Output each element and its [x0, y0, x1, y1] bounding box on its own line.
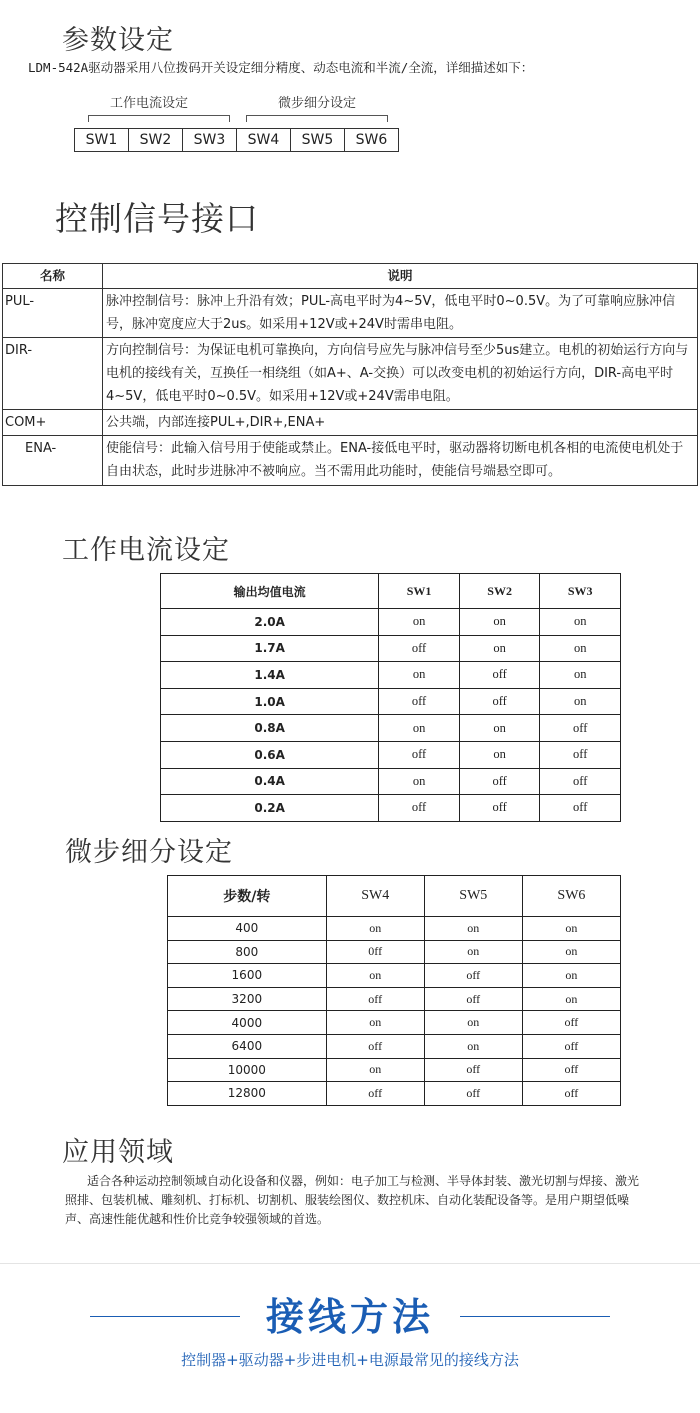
- table-cell: on: [326, 917, 424, 941]
- table-row: [161, 662, 621, 689]
- table-cell: off: [326, 1034, 424, 1058]
- table-cell: on: [424, 917, 522, 941]
- section-title-params: 参数设定: [62, 25, 174, 56]
- switch-diagram: [74, 128, 399, 152]
- table-cell: 0.6A: [161, 741, 379, 768]
- switch-label: SW5: [291, 129, 345, 151]
- table-cell: off: [424, 1082, 522, 1106]
- signal-header-desc: 说明: [103, 264, 698, 289]
- table-row: [3, 410, 698, 436]
- table-cell: off: [424, 1058, 522, 1082]
- table-cell: 6400: [168, 1034, 327, 1058]
- switch-label: SW4: [237, 129, 291, 151]
- table-cell: on: [326, 1058, 424, 1082]
- table-cell: off: [326, 987, 424, 1011]
- signal-desc: 方向控制信号：为保证电机可靠换向，方向信号应先与脉冲信号至少5us建立。电机的初始运行方向与电机的接线有关，互换任一相绕组（如A+、A-交换）可以改变电机的初始运行方向，DIR-高电平时4~5V，低电平时0~0.5V。如采用+12V或+24V需串电阻。: [103, 338, 698, 410]
- table-cell: off: [540, 768, 621, 795]
- table-cell: 0.8A: [161, 715, 379, 742]
- banner-subtitle: 控制器+驱动器+步进电机+电源最常见的接线方法: [181, 1351, 519, 1369]
- switch-label: SW2: [129, 129, 183, 151]
- signal-name: ENA-: [3, 436, 103, 486]
- table-cell: on: [459, 741, 540, 768]
- table-cell: off: [379, 688, 460, 715]
- section-title-signals: 控制信号接口: [55, 199, 259, 238]
- table-cell: on: [379, 662, 460, 689]
- table-cell: off: [522, 1011, 620, 1035]
- signal-name: COM+: [3, 410, 103, 436]
- table-cell: off: [522, 1034, 620, 1058]
- table-cell: off: [424, 964, 522, 988]
- params-intro: LDM-542A驱动器采用八位拨码开关设定细分精度、动态电流和半流/全流，详细描述如下：: [28, 60, 534, 75]
- microstep-table: [167, 875, 621, 1106]
- signal-desc: 使能信号：此输入信号用于使能或禁止。ENA-接低电平时，驱动器将切断电机各相的电流使电机处于自由状态，此时步进脉冲不被响应。当不需用此功能时，使能信号端悬空即可。: [103, 436, 698, 486]
- table-cell: off: [540, 715, 621, 742]
- switch-label: SW6: [355, 132, 388, 148]
- table-cell: off: [540, 741, 621, 768]
- current-table: [160, 573, 621, 822]
- table-row: [168, 964, 621, 988]
- table-cell: on: [459, 609, 540, 636]
- table-cell: off: [459, 688, 540, 715]
- table-row: [161, 635, 621, 662]
- table-cell: off: [424, 987, 522, 1011]
- table-cell: 1.0A: [161, 688, 379, 715]
- table-cell: off: [459, 795, 540, 822]
- table-row: [168, 1034, 621, 1058]
- table-row: [168, 917, 621, 941]
- table-row: [168, 940, 621, 964]
- table-row: [161, 768, 621, 795]
- table-cell: on: [326, 1011, 424, 1035]
- table-cell: 0.2A: [161, 795, 379, 822]
- step-group-label: 微步细分设定: [278, 96, 357, 111]
- current-group-bracket: [88, 115, 230, 122]
- current-header: SW3: [540, 574, 621, 609]
- table-cell: on: [540, 635, 621, 662]
- table-cell: 4000: [168, 1011, 327, 1035]
- table-cell: 3200: [168, 987, 327, 1011]
- table-cell: 0ff: [326, 940, 424, 964]
- table-cell: on: [424, 940, 522, 964]
- table-cell: off: [379, 635, 460, 662]
- table-row: [161, 741, 621, 768]
- apps-paragraph: 适合各种运动控制领域自动化设备和仪器，例如：电子加工与检测、半导体封装、激光切割与焊接、激光照排、包装机械、雕刻机、打标机、切割机、服装绘图仪、数控机床、自动化装配设备等。是用户期望低噪声、高速性能优越和性价比竞争较强领域的首选。: [65, 1174, 640, 1226]
- signal-header-name: 名称: [3, 264, 103, 289]
- current-header: SW2: [459, 574, 540, 609]
- table-cell: on: [326, 964, 424, 988]
- table-cell: 1600: [168, 964, 327, 988]
- table-cell: 2.0A: [161, 609, 379, 636]
- table-cell: on: [522, 987, 620, 1011]
- table-row: [3, 338, 698, 410]
- table-row: [3, 289, 698, 338]
- table-row: [168, 1058, 621, 1082]
- table-cell: on: [522, 940, 620, 964]
- microstep-header: SW5: [424, 876, 522, 917]
- table-cell: off: [522, 1058, 620, 1082]
- table-cell: on: [540, 688, 621, 715]
- table-cell: on: [522, 917, 620, 941]
- signal-name: DIR-: [3, 338, 103, 410]
- table-cell: off: [522, 1082, 620, 1106]
- table-cell: 1.7A: [161, 635, 379, 662]
- table-cell: 1.4A: [161, 662, 379, 689]
- table-cell: on: [379, 768, 460, 795]
- table-row: [168, 987, 621, 1011]
- section-title-microstep: 微步细分设定: [65, 837, 233, 868]
- section-divider: [0, 1263, 700, 1264]
- switch-label: SW3: [183, 129, 237, 151]
- section-title-apps: 应用领域: [62, 1137, 174, 1168]
- table-cell: 0.4A: [161, 768, 379, 795]
- table-cell: off: [326, 1082, 424, 1106]
- table-row: [161, 715, 621, 742]
- table-row: [168, 1082, 621, 1106]
- switch-label: SW1: [75, 129, 129, 151]
- table-cell: on: [379, 609, 460, 636]
- table-cell: on: [424, 1034, 522, 1058]
- microstep-header: SW6: [522, 876, 620, 917]
- table-cell: off: [540, 795, 621, 822]
- current-header: 输出均值电流: [161, 574, 379, 609]
- table-row: [161, 688, 621, 715]
- signal-table: [2, 263, 698, 486]
- table-cell: 400: [168, 917, 327, 941]
- table-cell: on: [424, 1011, 522, 1035]
- section-title-current: 工作电流设定: [62, 535, 230, 566]
- microstep-header: SW4: [326, 876, 424, 917]
- table-row: [161, 609, 621, 636]
- signal-desc: 公共端，内部连接PUL+,DIR+,ENA+: [103, 410, 698, 436]
- table-cell: on: [459, 635, 540, 662]
- table-cell: off: [379, 795, 460, 822]
- table-row: [3, 436, 698, 486]
- signal-name: PUL-: [3, 289, 103, 338]
- microstep-header: 步数/转: [168, 876, 327, 917]
- table-cell: off: [459, 768, 540, 795]
- table-cell: on: [459, 715, 540, 742]
- table-cell: on: [540, 609, 621, 636]
- signal-desc: 脉冲控制信号：脉冲上升沿有效；PUL-高电平时为4~5V，低电平时0~0.5V。为了可靠响应脉冲信号，脉冲宽度应大于2us。如采用+12V或+24V时需串电阻。: [103, 289, 698, 338]
- step-group-bracket: [246, 115, 388, 122]
- banner-title: 接线方法: [265, 1295, 434, 1339]
- table-row: [168, 1011, 621, 1035]
- table-cell: 800: [168, 940, 327, 964]
- current-header: SW1: [379, 574, 460, 609]
- table-cell: off: [379, 741, 460, 768]
- table-cell: on: [379, 715, 460, 742]
- table-cell: 10000: [168, 1058, 327, 1082]
- current-group-label: 工作电流设定: [110, 96, 189, 111]
- table-cell: 12800: [168, 1082, 327, 1106]
- table-cell: on: [540, 662, 621, 689]
- table-row: [161, 795, 621, 822]
- table-cell: off: [459, 662, 540, 689]
- table-cell: on: [522, 964, 620, 988]
